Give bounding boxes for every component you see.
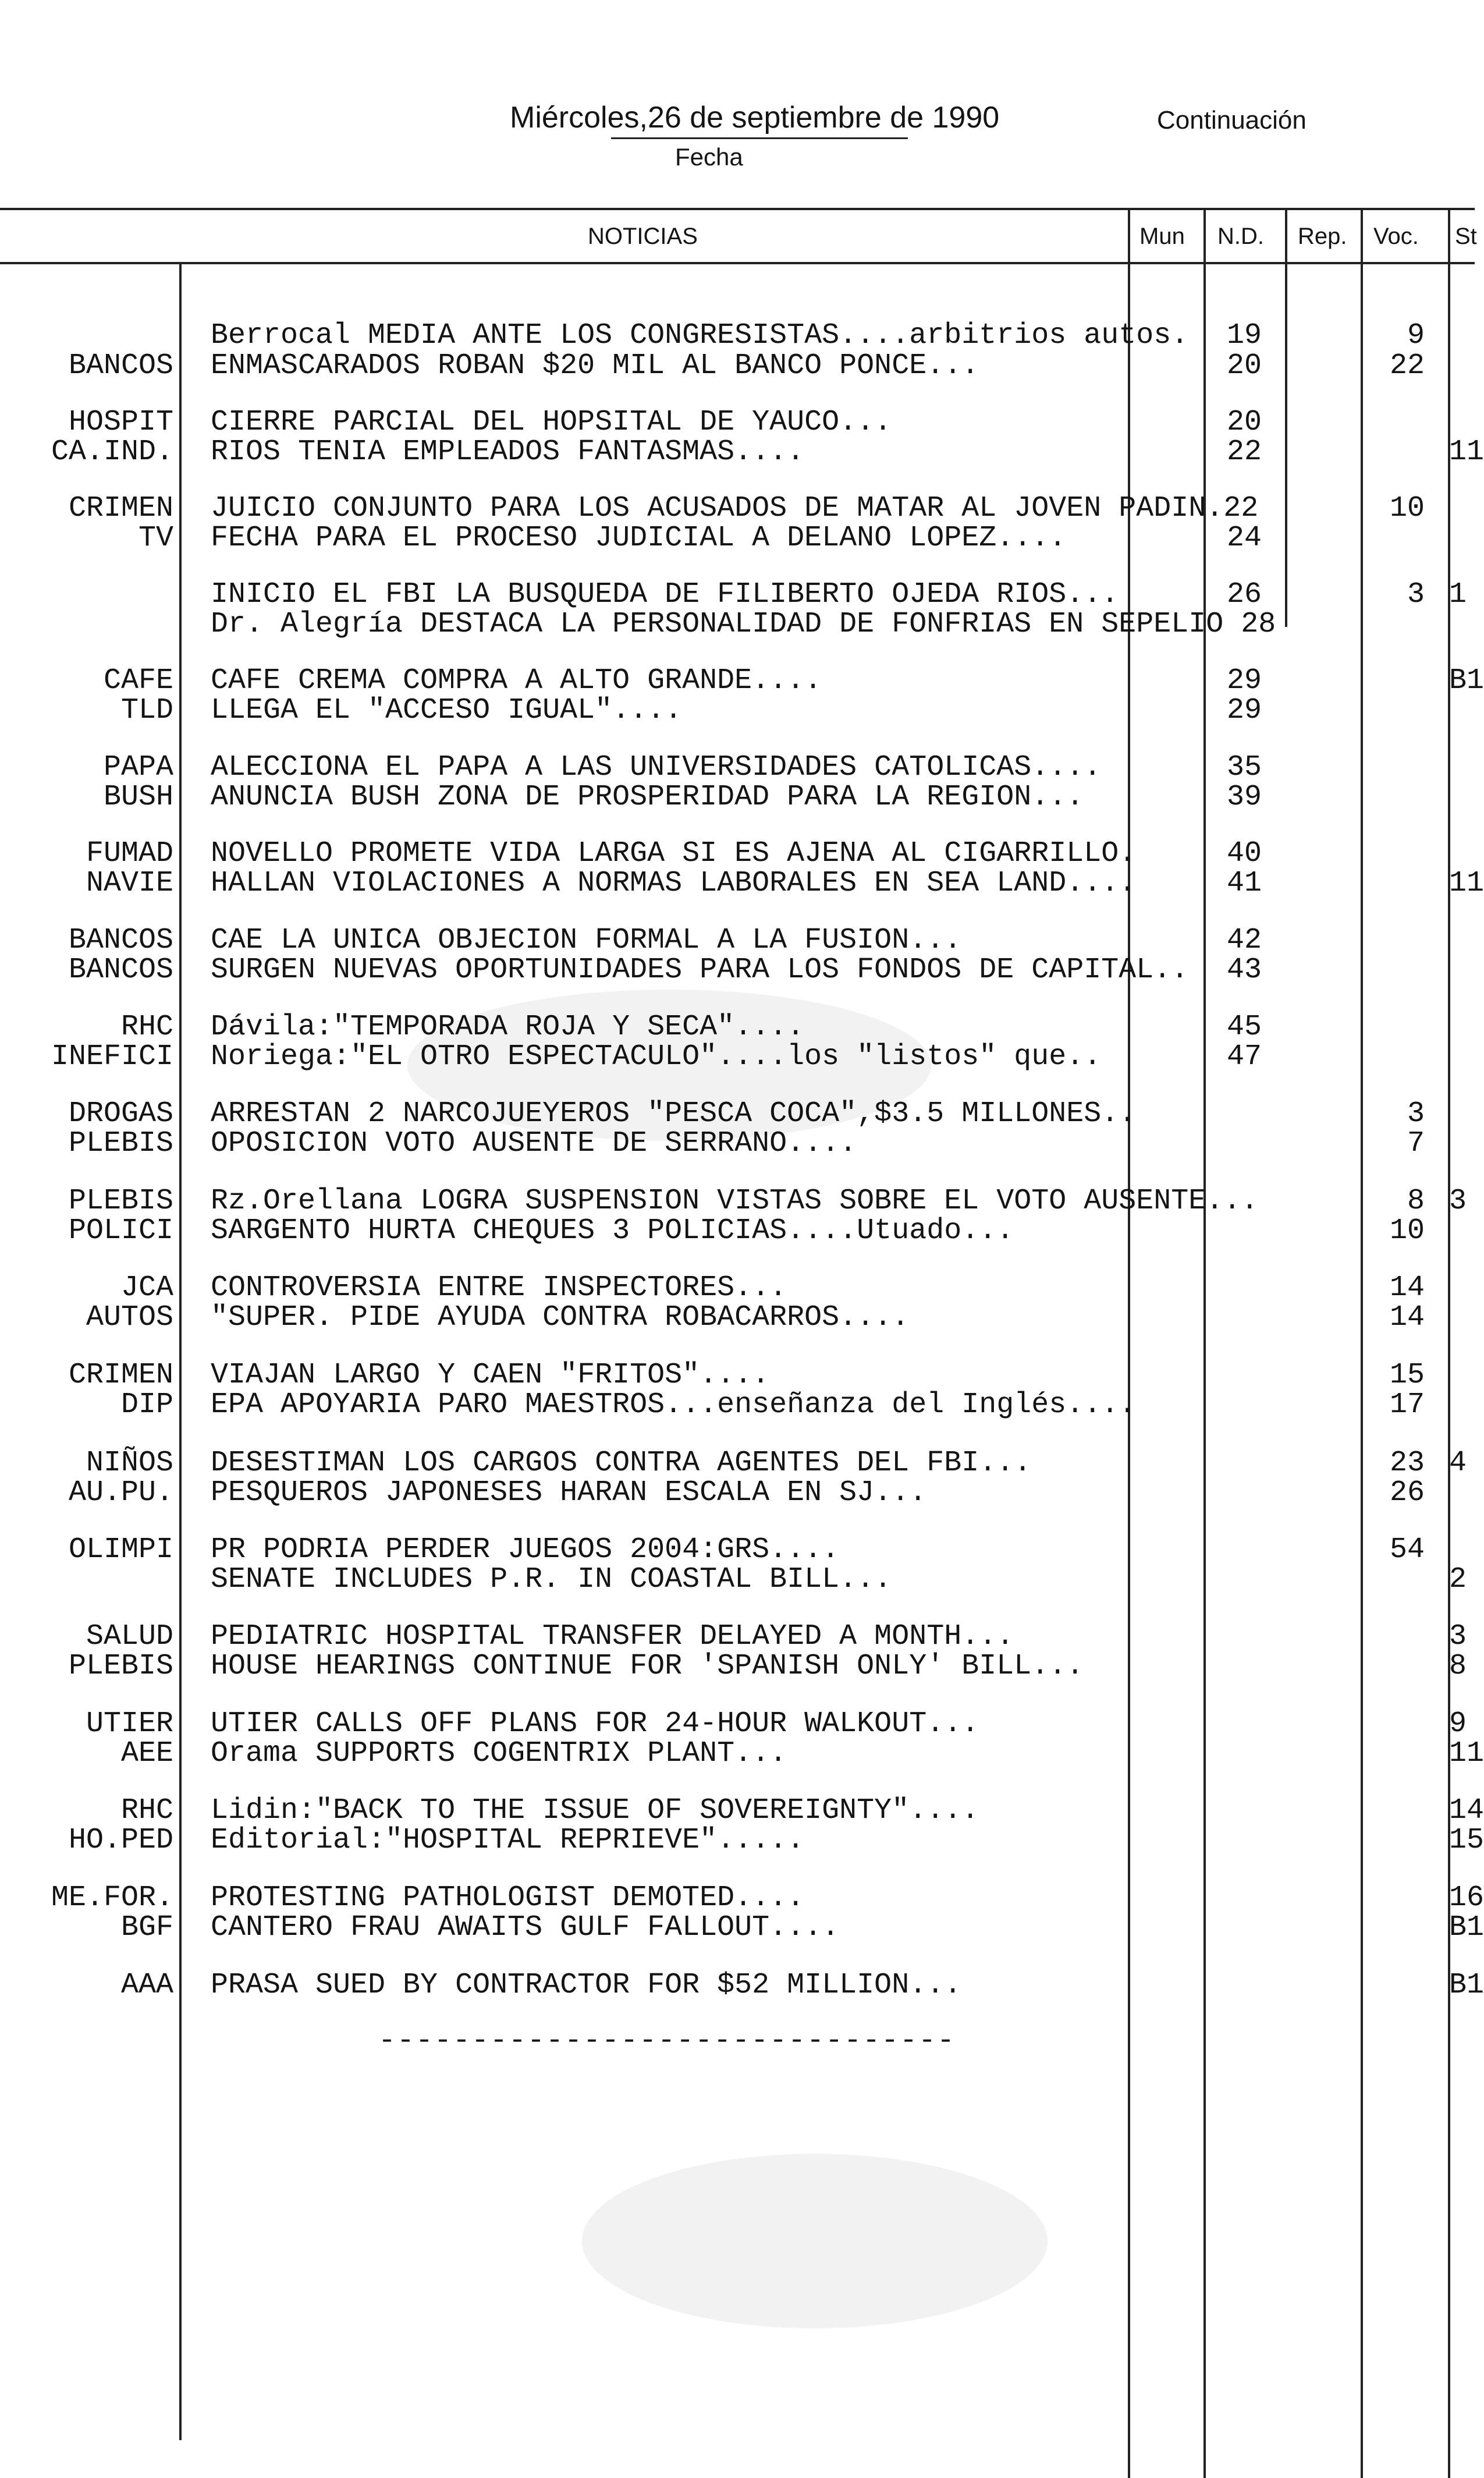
- row-st-page: 15: [1449, 1824, 1484, 1857]
- row-category: POLICI: [68, 1214, 173, 1247]
- row-headline: RIOS TENIA EMPLEADOS FANTASMAS....: [211, 435, 805, 469]
- scan-smudge: [407, 990, 931, 1141]
- row-category: PLEBIS: [68, 1650, 173, 1683]
- row-category: AU.PU.: [68, 1476, 173, 1509]
- col-header-rep: Rep.: [1298, 224, 1347, 249]
- row-headline: ARRESTAN 2 NARCOJUEYEROS "PESCA COCA",$3.5 MILLONES..: [211, 1097, 1137, 1130]
- date-underline: [611, 137, 908, 139]
- row-headline: ANUNCIA BUSH ZONA DE PROSPERIDAD PARA LA REGION...: [211, 781, 1084, 814]
- row-headline: VIAJAN LARGO Y CAEN "FRITOS"....: [211, 1359, 770, 1392]
- row-nd-page: 42: [1226, 924, 1262, 957]
- col-header-mun: Mun: [1139, 224, 1185, 249]
- row-headline: PR PODRIA PERDER JUEGOS 2004:GRS....: [211, 1533, 840, 1566]
- row-category: INEFICI: [51, 1040, 173, 1073]
- row-headline: CAFE CREMA COMPRA A ALTO GRANDE....: [211, 664, 822, 697]
- row-voc-page: 10: [1389, 1214, 1425, 1247]
- row-category: PLEBIS: [68, 1185, 173, 1218]
- row-headline: FECHA PARA EL PROCESO JUDICIAL A DELANO LOPEZ....: [211, 522, 1067, 555]
- row-nd-page: 29: [1226, 664, 1262, 697]
- row-headline: CANTERO FRAU AWAITS GULF FALLOUT....: [211, 1911, 840, 1944]
- row-category: BANCOS: [68, 953, 173, 987]
- row-headline: Rz.Orellana LOGRA SUSPENSION VISTAS SOBRE EL VOTO AUSENTE...: [211, 1185, 1259, 1218]
- row-headline: DESESTIMAN LOS CARGOS CONTRA AGENTES DEL FBI...: [211, 1447, 1032, 1480]
- row-category: RHC: [120, 1794, 173, 1827]
- row-st-page: 9: [1449, 1707, 1467, 1740]
- row-category: TV: [138, 522, 173, 555]
- row-headline: JUICIO CONJUNTO PARA LOS ACUSADOS DE MATAR AL JOVEN PADIN.22: [211, 492, 1259, 525]
- row-st-page: 11: [1449, 1737, 1484, 1770]
- row-voc-page: 26: [1389, 1476, 1425, 1509]
- row-headline: PRASA SUED BY CONTRACTOR FOR $52 MILLION...: [211, 1969, 962, 2002]
- row-voc-page: 23: [1389, 1447, 1425, 1480]
- row-headline: Orama SUPPORTS COGENTRIX PLANT...: [211, 1737, 787, 1770]
- row-headline: SARGENTO HURTA CHEQUES 3 POLICIAS....Utuado...: [211, 1214, 1014, 1247]
- row-headline: CONTROVERSIA ENTRE INSPECTORES...: [211, 1271, 787, 1304]
- voc-column-divider: [1361, 208, 1363, 2478]
- row-nd-page: 24: [1226, 522, 1262, 555]
- row-st-page: 3: [1449, 1620, 1467, 1653]
- row-nd-page: 39: [1226, 781, 1262, 814]
- row-headline: UTIER CALLS OFF PLANS FOR 24-HOUR WALKOUT...: [211, 1707, 979, 1740]
- row-headline: ALECCIONA EL PAPA A LAS UNIVERSIDADES CATOLICAS....: [211, 751, 1102, 784]
- row-category: AAA: [120, 1969, 173, 2002]
- row-st-page: 4: [1449, 1447, 1467, 1480]
- row-category: HOSPIT: [68, 406, 173, 439]
- row-category: CRIMEN: [68, 492, 173, 525]
- row-headline: OPOSICION VOTO AUSENTE DE SERRANO....: [211, 1127, 857, 1160]
- row-category: PLEBIS: [68, 1127, 173, 1160]
- row-st-page: B1: [1449, 1969, 1484, 2002]
- row-headline: EPA APOYARIA PARO MAESTROS...enseñanza del Inglés....: [211, 1388, 1137, 1421]
- col-header-nd: N.D.: [1217, 224, 1264, 249]
- row-headline: "SUPER. PIDE AYUDA CONTRA ROBACARROS....: [211, 1301, 910, 1334]
- col-header-noticias: NOTICIAS: [588, 224, 698, 249]
- row-headline: HOUSE HEARINGS CONTINUE FOR 'SPANISH ONLY' BILL...: [211, 1650, 1084, 1683]
- row-headline: SENATE INCLUDES P.R. IN COASTAL BILL...: [211, 1563, 892, 1596]
- row-category: NIÑOS: [86, 1447, 173, 1480]
- row-voc-page: 3: [1407, 578, 1425, 611]
- row-voc-page: 15: [1389, 1359, 1425, 1392]
- row-headline: Editorial:"HOSPITAL REPRIEVE".....: [211, 1824, 805, 1857]
- st-column-divider: [1448, 208, 1450, 2478]
- row-headline: SURGEN NUEVAS OPORTUNIDADES PARA LOS FONDOS DE CAPITAL..: [211, 953, 1189, 987]
- row-category: SALUD: [86, 1620, 173, 1653]
- row-voc-page: 9: [1407, 319, 1425, 352]
- header-bottom-rule: [0, 262, 1475, 264]
- row-voc-page: 3: [1407, 1097, 1425, 1130]
- row-voc-page: 22: [1389, 349, 1425, 382]
- scan-smudge: [582, 2154, 1048, 2328]
- row-category: TLD: [120, 694, 173, 727]
- row-headline: PROTESTING PATHOLOGIST DEMOTED....: [211, 1881, 805, 1915]
- row-voc-page: 17: [1389, 1388, 1425, 1421]
- row-st-page: 11: [1449, 435, 1484, 469]
- row-headline: Dávila:"TEMPORADA ROJA Y SECA"....: [211, 1011, 805, 1044]
- row-st-page: 2: [1449, 1563, 1467, 1596]
- row-headline: CIERRE PARCIAL DEL HOPSITAL DE YAUCO...: [211, 406, 892, 439]
- col-header-st: St: [1455, 224, 1477, 249]
- row-category: HO.PED: [68, 1824, 173, 1857]
- row-headline: INICIO EL FBI LA BUSQUEDA DE FILIBERTO OJEDA RIOS...: [211, 578, 1119, 611]
- row-category: RHC: [120, 1011, 173, 1044]
- row-category: FUMAD: [86, 837, 173, 870]
- row-st-page: 11: [1449, 867, 1484, 900]
- row-headline: Berrocal MEDIA ANTE LOS CONGRESISTAS....arbitrios autos.: [211, 319, 1189, 352]
- row-category: PAPA: [103, 751, 173, 784]
- row-nd-page: 22: [1226, 435, 1262, 469]
- row-category: BANCOS: [68, 349, 173, 382]
- row-category: DROGAS: [68, 1097, 173, 1130]
- row-category: UTIER: [86, 1707, 173, 1740]
- row-nd-page: 26: [1226, 578, 1262, 611]
- row-st-page: 8: [1449, 1650, 1467, 1683]
- row-nd-page: 19: [1226, 319, 1262, 352]
- row-headline: Lidin:"BACK TO THE ISSUE OF SOVEREIGNTY"....: [211, 1794, 979, 1827]
- row-category: CA.IND.: [51, 435, 173, 469]
- row-headline: NOVELLO PROMETE VIDA LARGA SI ES AJENA AL CIGARRILLO.: [211, 837, 1137, 870]
- row-st-page: 3: [1449, 1185, 1467, 1218]
- row-category: CRIMEN: [68, 1359, 173, 1392]
- row-voc-page: 54: [1389, 1533, 1425, 1566]
- row-nd-page: 47: [1226, 1040, 1262, 1073]
- continuation-label: Continuación: [1157, 106, 1307, 134]
- date-text: Miércoles,26 de septiembre de 1990: [510, 101, 1000, 134]
- row-category: AEE: [120, 1737, 173, 1770]
- row-st-page: 14: [1449, 1794, 1484, 1827]
- row-headline: Noriega:"EL OTRO ESPECTACULO"....los "listos" que..: [211, 1040, 1102, 1073]
- row-nd-page: 29: [1226, 694, 1262, 727]
- row-voc-page: 7: [1407, 1127, 1425, 1160]
- row-nd-page: 41: [1226, 867, 1262, 900]
- row-nd-page: 20: [1226, 349, 1262, 382]
- row-voc-page: 14: [1389, 1301, 1425, 1334]
- row-nd-page: 20: [1226, 406, 1262, 439]
- fecha-label: Fecha: [675, 143, 743, 171]
- category-column-divider: [179, 263, 182, 2440]
- row-nd-page: 40: [1226, 837, 1262, 870]
- row-category: BUSH: [103, 781, 173, 814]
- row-category: DIP: [120, 1388, 173, 1421]
- mun-column-divider: [1128, 208, 1130, 2478]
- row-category: NAVIE: [86, 867, 173, 900]
- row-nd-page: 35: [1226, 751, 1262, 784]
- row-headline: PEDIATRIC HOSPITAL TRANSFER DELAYED A MONTH...: [211, 1620, 1014, 1653]
- row-st-page: 1: [1449, 578, 1467, 611]
- row-st-page: B1: [1449, 664, 1484, 697]
- row-category: JCA: [120, 1271, 173, 1304]
- row-category: BGF: [120, 1911, 173, 1944]
- row-voc-page: 8: [1407, 1185, 1425, 1218]
- row-category: OLIMPI: [68, 1533, 173, 1566]
- row-category: AUTOS: [86, 1301, 173, 1334]
- row-voc-page: 14: [1389, 1271, 1425, 1304]
- row-nd-page: 43: [1226, 953, 1262, 987]
- row-st-page: B1: [1449, 1911, 1484, 1944]
- col-header-voc: Voc.: [1373, 224, 1419, 249]
- row-headline: PESQUEROS JAPONESES HARAN ESCALA EN SJ...: [211, 1476, 927, 1509]
- row-category: BANCOS: [68, 924, 173, 957]
- row-nd-page: 45: [1226, 1011, 1262, 1044]
- row-category: ME.FOR.: [51, 1881, 173, 1915]
- rep-column-divider: [1285, 208, 1287, 627]
- row-headline: ENMASCARADOS ROBAN $20 MIL AL BANCO PONCE...: [211, 349, 979, 382]
- row-voc-page: 10: [1389, 492, 1425, 525]
- row-headline: HALLAN VIOLACIONES A NORMAS LABORALES EN SEA LAND....: [211, 867, 1137, 900]
- closing-separator: -------------------------------: [378, 2025, 956, 2058]
- header-top-rule: [0, 208, 1475, 210]
- row-headline: CAE LA UNICA OBJECION FORMAL A LA FUSION...: [211, 924, 962, 957]
- row-headline: LLEGA EL "ACCESO IGUAL"....: [211, 694, 683, 727]
- row-st-page: 16: [1449, 1881, 1484, 1915]
- row-headline: Dr. Alegría DESTACA LA PERSONALIDAD DE FONFRIAS EN SEPELIO 28: [211, 608, 1276, 641]
- row-category: CAFE: [103, 664, 173, 697]
